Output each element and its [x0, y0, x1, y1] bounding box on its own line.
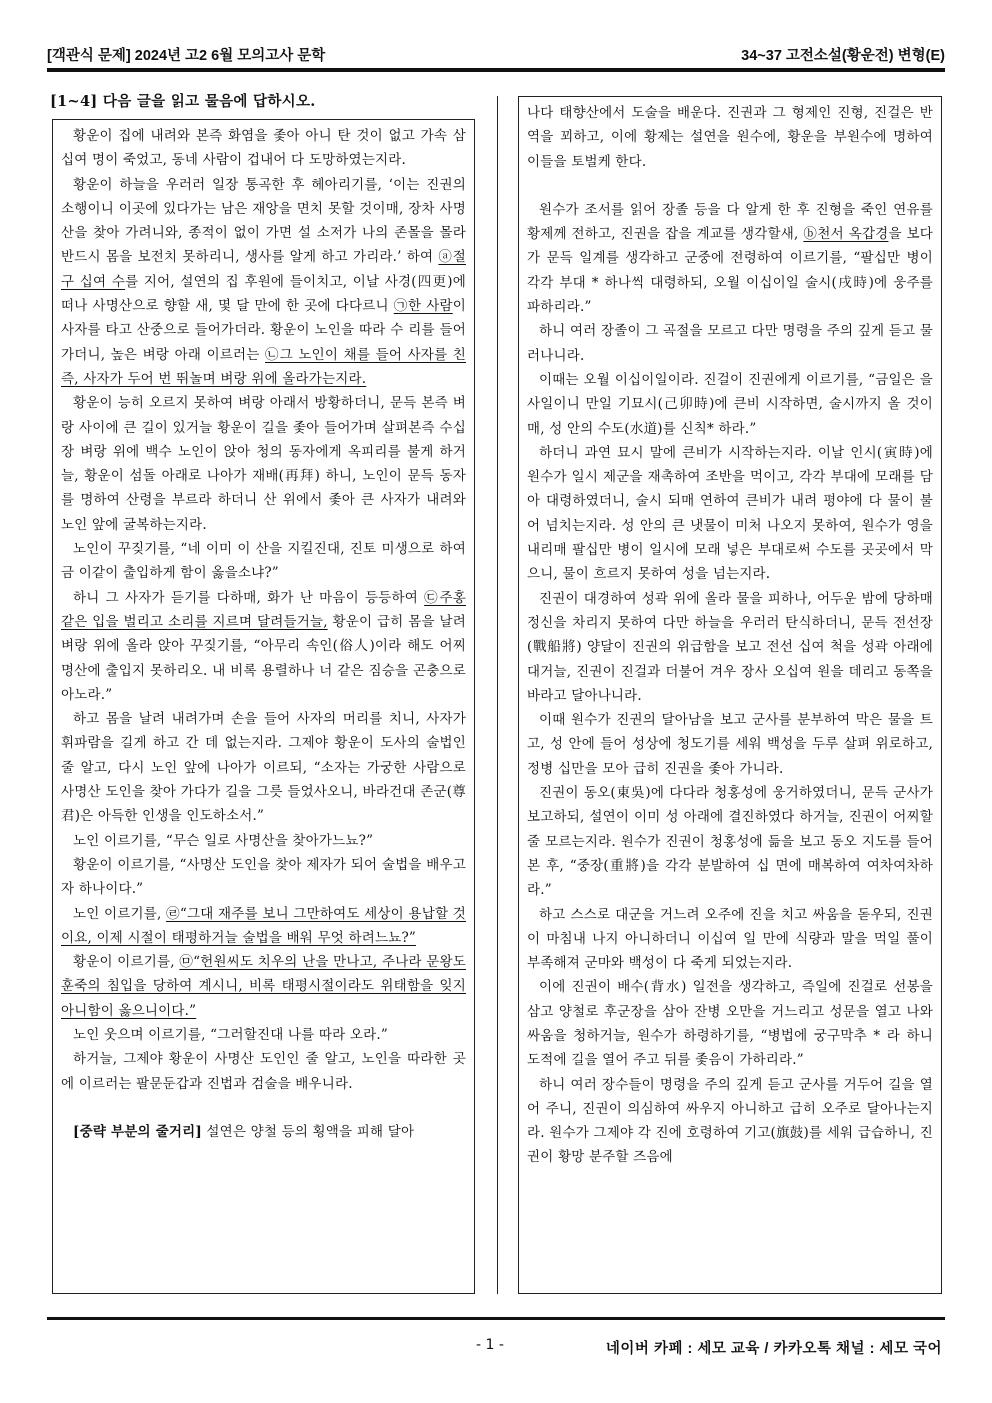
paragraph: 이에 진권이 배수(背水) 일전을 생각하고, 즉일에 진걸로 선봉을 삼고 양철로 후군장을 삼아 잔병 오만을 거느리고 성문을 열고 나와 싸움을 청하거늘, 원수가 하령하기를, “병법에 궁구막추 * 라 하니 도적에 길을 열어 주고 뒤를 좇음이 가하리라.” [527, 979, 933, 1069]
text-span: 하니 그 사자가 듣기를 다하매, 화가 난 마음이 등등하여 [73, 589, 425, 606]
paragraph: 하고 스스로 대군을 거느려 오주에 진을 치고 싸움을 돋우되, 진권이 마침내 나지 아니하더니 이십여 일 만에 식량과 말을 먹일 풀이 부족해져 군마와 백성이 다 죽게 되었는지라. [527, 906, 933, 972]
text-span: 황운이 이르기를, [73, 954, 180, 971]
underline-3: ㉢주홍 같은 입을 벌리고 소리를 지르며 달려들거늘, [61, 589, 466, 630]
page-header [47, 44, 945, 66]
paragraph [61, 902, 466, 951]
text-span: 황운이 하늘을 우러러 일장 통곡한 후 헤아리기를, ‘이는 진권의 소행이니 이곳에 있다가는 남은 재앙을 면치 못할 것이매, 장차 사명산을 찾아 가려니와, 종적이 없이 가면 설 소저가 나의 존몰을 몰라 반드시 몸을 보전치 못하리니, 생사를 알게 하고 가리라.’ 하여 [61, 176, 466, 266]
paragraph: 노인 이르기를, “무슨 일로 사명산을 찾아가느뇨?” [73, 832, 374, 849]
summary-text: 설연은 양철 등의 횡액을 피해 달아 [201, 1123, 415, 1140]
question-title: [1~4] 다음 글을 읽고 물음에 답하시오. [50, 93, 316, 110]
paragraph [527, 198, 933, 319]
underline-b: ⓑ천서 옥갑경 [803, 226, 889, 243]
text-span: 황운이 급히 몸을 날려 벼랑 위에 올라 앉아 꾸짖기를, “아무리 속인(俗人)이라 해도 어찌 명산에 출입지 못하리오. 내 비록 용렬하나 너 같은 짐승을 곤충으로 아노라.” [61, 613, 466, 703]
paragraph: 하고 몸을 날려 내려가며 손을 들어 사자의 머리를 치니, 사자가 휘파람을 길게 하고 간 데 없는지라. 그제야 황운이 도사의 술법인 줄 알고, 다시 노인 앞에 나아가 이르되, “소자는 가궁한 사람으로 사명산 도인을 찾아 가다가 길을 그릇 들었사오니, 바라건대 존군(尊君)은 아득한 인생을 인도하소서.” [61, 711, 466, 825]
paragraph: 진권이 동오(東吳)에 다다라 청홍성에 웅거하였더니, 문득 군사가 보고하되, 설연이 이미 성 아래에 결진하였다 하거늘, 진권이 어찌할 줄 모르는지라. 원수가 진권이 청홍성에 듦을 보고 동오 지도를 들어본 후, “중장(重將)을 각각 분발하여 십 면에 매복하여 여차여차하라.” [527, 785, 933, 899]
paragraph: 황운이 집에 내려와 본즉 화염을 좇아 아니 탄 것이 없고 가속 삼십여 명이 죽었고, 동네 사람이 겁내어 다 도망하였는지라. [61, 128, 466, 169]
underline-a: ⓐ절구 십여 수 [61, 249, 466, 290]
underline-5: ㉤“헌원씨도 치우의 난을 만나고, 주나라 문왕도 훈죽의 침입을 당하여 계시니, 비록 태평시절이라도 위태함을 잊지 아니함이 옳으니이다.” [61, 954, 466, 1019]
underline-1: ㉠한 사람 [393, 298, 453, 315]
header-exam-title: [객관식 문제] 2024년 고2 6월 모의고사 문학 [47, 48, 326, 64]
text-span: 를 지어, 설연의 집 후원에 들이치고, 이날 사경(四更)에 떠나 사명산으로 향할 새, 몇 달 만에 한 곳에 다다르니 [61, 273, 466, 315]
paragraph: 하니 여러 장수들이 명령을 주의 깊게 듣고 군사를 거두어 길을 열어 주니, 진권이 의심하여 싸우지 아니하고 급히 오주로 달아나는지라. 원수가 그제야 각 진에 호령하여 기고(旗鼓)를 세워 급습하니, 진권이 황망 분주할 즈음에 [527, 1076, 933, 1166]
paragraph: 진권이 대경하여 성곽 위에 올라 물을 피하나, 어두운 밤에 당하매 정신을 차리지 못하여 다만 하늘을 우러러 탄식하더니, 문득 전선장(戰船將) 양달이 진권의 위급함을 보고 전선 십여 척을 성곽 아래에 대거늘, 진권이 진걸과 더불어 겨우 장사 오십여 원을 데리고 동쪽을 바라고 달아나니라. [527, 590, 933, 704]
text-span: 을 보다가 문득 일계를 생각하고 군중에 전령하여 이르기를, “팔십만 병이 각각 부대 * 하나씩 대령하되, 오월 이십이일 술시(戌時)에 웅주를 파하리라.” [527, 226, 933, 316]
summary-paragraph [61, 1120, 466, 1144]
paragraph: 하더니 과연 묘시 말에 큰비가 시작하는지라. 이날 인시(寅時)에 원수가 일시 제군을 재촉하여 조반을 먹이고, 각각 부대에 모래를 담아 대령하였더니, 술시 되매 연하여 큰비가 내려 평야에 다 물이 불어 넘치는지라. 성 안의 큰 냇물이 미처 나오지 못하여, 원수가 영을 내리매 팔십만 병이 일시에 모래 넣은 부대로써 수도를 곳곳에서 막으니, 물이 흐르지 못하여 성을 넘는지라. [527, 444, 933, 583]
summary-label: [중략 부분의 줄거리] [73, 1123, 202, 1140]
paragraph: 나다 태향산에서 도술을 배운다. 진권과 그 형제인 진형, 진걸은 반역을 꾀하고, 이에 황제는 설연을 원수에, 황운을 부원수에 명하여 이들을 토벌케 한다. [527, 105, 933, 170]
column-divider [497, 96, 498, 1294]
passage-box-right [518, 96, 942, 1294]
header-section-title: 34~37 고전소설(황운전) 변형(E) [741, 48, 945, 64]
paragraph: 하거늘, 그제야 황운이 사명산 도인인 줄 알고, 노인을 따라한 곳에 이르러는 팔문둔갑과 진법과 검술을 배우니라. [61, 1051, 466, 1092]
spacer [527, 174, 933, 198]
page-number: - 1 - [476, 1337, 504, 1353]
footer-rule [47, 1317, 945, 1320]
paragraph: 노인이 꾸짖기를, “네 이미 이 산을 지킬진대, 진토 미생으로 하여금 이같이 출입하게 함이 옳을소냐?” [61, 541, 466, 582]
underline-2: ㉡그 노인이 채를 들어 사자를 친즉, 사자가 두어 번 뛰놀며 벼랑 위에 올라가는지라. [61, 346, 466, 387]
header-rule [47, 68, 945, 72]
paragraph: 이때는 오월 이십이일이라. 진걸이 진권에게 이르기를, “금일은 을사일이니 만일 기묘시(己卯時)에 큰비 시작하면, 술시까지 올 것이매, 성 안의 수도(水道)를 신칙* 하라.” [527, 371, 933, 437]
paragraph: 황운이 이르기를, “사명산 도인을 찾아 제자가 되어 술법을 배우고자 하나이다.” [61, 856, 466, 898]
paragraph [61, 173, 466, 392]
paragraph [61, 950, 466, 1023]
underline-4: ㉣“그대 재주를 보니 그만하여도 세상이 용납할 것이요, 이제 시절이 태평하거늘 술법을 배워 무엇 하려느뇨?” [61, 905, 467, 946]
paragraph [61, 586, 466, 707]
paragraph: 노인 웃으며 이르기를, “그러할진대 나를 따라 오라.” [73, 1026, 388, 1043]
paragraph: 하니 여러 장졸이 그 곡절을 모르고 다만 명령을 주의 깊게 듣고 물러나니라. [527, 323, 933, 364]
passage-box-left [52, 119, 475, 1294]
paragraph: 이때 원수가 진권의 달아남을 보고 군사를 분부하여 막은 물을 트고, 성 안에 들어 성상에 청도기를 세워 백성을 두루 살펴 위로하고, 정병 십만을 모아 급히 진권을 좇아 가니라. [527, 712, 933, 777]
footer-channel: 네이버 카페 : 세모 교육 / 카카오톡 채널 : 세모 국어 [605, 1341, 942, 1357]
spacer [61, 1096, 466, 1120]
text-span: 이 사자를 타고 산중으로 들어가더라. 황운이 노인을 따라 수 리를 들어가더니, 높은 벼랑 아래 이르러는 [61, 298, 466, 363]
text-span: 노인 이르기를, [73, 905, 167, 922]
paragraph: 황운이 능히 오르지 못하여 벼랑 아래서 방황하더니, 문득 본즉 벼랑 사이에 큰 길이 있거늘 황운이 길을 좇아 들어가며 살펴본즉 수십 장 벼랑 위에 백수 노인이 앉아 청의 동자에게 옥피리를 불게 하거늘, 황운이 섬돌 아래로 나아가 재배(再拜) 하니, 노인이 문득 동자를 명하여 산령을 부르라 하더니 산 위에서 좇아 큰 사자가 내려와 노인 앞에 굴복하는지라. [61, 395, 466, 533]
text-span: 원수가 조서를 읽어 장졸 등을 다 알게 한 후 진형을 죽인 연유를 황제께 전하고, 진권을 잡을 계교를 생각할새, [527, 201, 933, 243]
